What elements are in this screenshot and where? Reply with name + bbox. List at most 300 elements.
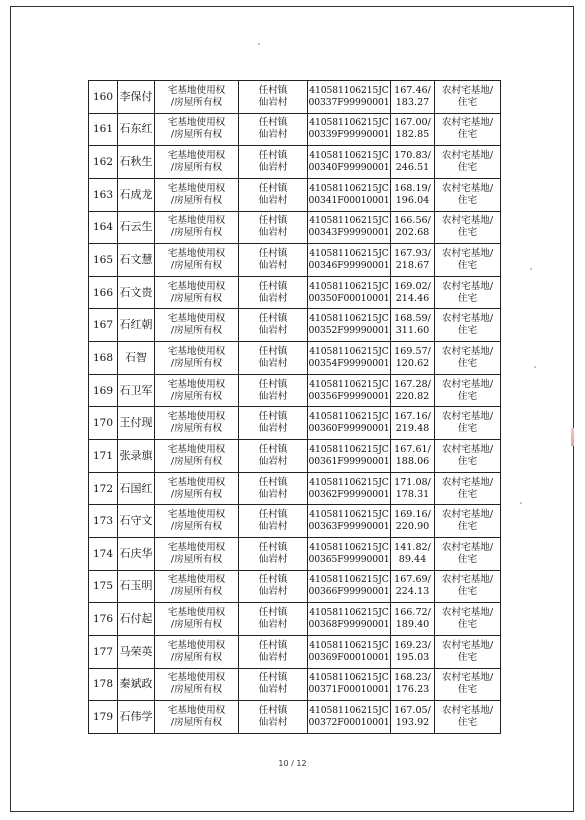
right-type-line: 宅基地使用权 bbox=[167, 150, 226, 162]
certificate-code-line: 00346F99990001 bbox=[308, 260, 390, 272]
location-line: 仙岩村 bbox=[258, 521, 288, 533]
row-number-cell: 173 bbox=[89, 505, 118, 538]
area-cell bbox=[391, 374, 435, 407]
area-line: 168.19/ bbox=[394, 182, 431, 194]
usage-line: 住宅 bbox=[457, 716, 478, 728]
table-row bbox=[89, 407, 501, 440]
location-cell bbox=[239, 309, 308, 342]
holder-name-cell: 石守文 bbox=[118, 505, 155, 538]
area-line: 202.68 bbox=[395, 227, 430, 239]
location-cell bbox=[239, 342, 308, 375]
location-line: 仙岩村 bbox=[258, 260, 288, 272]
area-line: 183.27 bbox=[395, 96, 430, 108]
certificate-code-cell bbox=[308, 309, 391, 342]
location-line: 仙岩村 bbox=[258, 488, 288, 500]
usage-line: 农村宅基地/ bbox=[441, 704, 494, 716]
location-line: 仙岩村 bbox=[258, 292, 288, 304]
right-type-line: 宅基地使用权 bbox=[167, 574, 226, 586]
certificate-code-line: 00356F99990001 bbox=[308, 390, 390, 402]
table-row bbox=[89, 668, 501, 701]
location-line: 任村镇 bbox=[258, 117, 288, 129]
certificate-code-cell bbox=[308, 178, 391, 211]
area-line: 195.03 bbox=[395, 651, 430, 663]
usage-cell bbox=[435, 146, 501, 179]
holder-name-cell: 秦斌政 bbox=[118, 668, 155, 701]
right-type-line: /房屋所有权 bbox=[170, 619, 223, 631]
area-line: 182.85 bbox=[395, 129, 430, 141]
certificate-code-cell bbox=[308, 472, 391, 505]
certificate-code-line: 00365F99990001 bbox=[308, 553, 390, 565]
area-line: 311.60 bbox=[395, 325, 430, 337]
right-type-cell bbox=[155, 81, 239, 114]
certificate-code-line: 410581106215JC bbox=[309, 672, 389, 684]
table-row bbox=[89, 635, 501, 668]
location-line: 任村镇 bbox=[258, 345, 288, 357]
usage-cell bbox=[435, 537, 501, 570]
certificate-code-cell bbox=[308, 146, 391, 179]
usage-cell bbox=[435, 276, 501, 309]
table-row bbox=[89, 472, 501, 505]
location-line: 仙岩村 bbox=[258, 390, 288, 402]
table-row bbox=[89, 146, 501, 179]
table-row bbox=[89, 505, 501, 538]
right-type-line: 宅基地使用权 bbox=[167, 443, 226, 455]
right-type-line: /房屋所有权 bbox=[170, 325, 223, 337]
right-type-line: /房屋所有权 bbox=[170, 260, 223, 272]
right-type-line: /房屋所有权 bbox=[170, 357, 223, 369]
right-type-line: /房屋所有权 bbox=[170, 553, 223, 565]
usage-line: 住宅 bbox=[457, 129, 478, 141]
location-line: 任村镇 bbox=[258, 607, 288, 619]
area-cell bbox=[391, 570, 435, 603]
right-type-cell bbox=[155, 178, 239, 211]
usage-cell bbox=[435, 113, 501, 146]
scan-speck bbox=[534, 366, 536, 368]
area-line: 169.02/ bbox=[394, 280, 431, 292]
area-cell bbox=[391, 668, 435, 701]
usage-line: 住宅 bbox=[457, 292, 478, 304]
right-type-line: /房屋所有权 bbox=[170, 227, 223, 239]
right-type-line: 宅基地使用权 bbox=[167, 639, 226, 651]
usage-line: 住宅 bbox=[457, 553, 478, 565]
area-line: 218.67 bbox=[395, 260, 430, 272]
certificate-code-line: 410581106215JC bbox=[309, 182, 389, 194]
area-cell bbox=[391, 440, 435, 473]
scan-speck bbox=[520, 502, 522, 504]
usage-cell bbox=[435, 342, 501, 375]
area-line: 169.16/ bbox=[394, 509, 431, 521]
area-cell bbox=[391, 537, 435, 570]
right-type-line: /房屋所有权 bbox=[170, 716, 223, 728]
area-line: 219.48 bbox=[395, 423, 430, 435]
right-type-line: 宅基地使用权 bbox=[167, 704, 226, 716]
area-line: 167.16/ bbox=[394, 411, 431, 423]
usage-line: 住宅 bbox=[457, 357, 478, 369]
right-type-line: 宅基地使用权 bbox=[167, 345, 226, 357]
location-line: 任村镇 bbox=[258, 443, 288, 455]
holder-name-cell: 李保付 bbox=[118, 81, 155, 114]
right-type-line: 宅基地使用权 bbox=[167, 248, 226, 260]
table-row bbox=[89, 178, 501, 211]
location-cell bbox=[239, 244, 308, 277]
location-cell bbox=[239, 603, 308, 636]
area-line: 171.08/ bbox=[394, 476, 431, 488]
certificate-code-line: 00354F99990001 bbox=[308, 357, 390, 369]
right-type-line: /房屋所有权 bbox=[170, 390, 223, 402]
area-line: 196.04 bbox=[395, 194, 430, 206]
certificate-code-line: 410581106215JC bbox=[309, 117, 389, 129]
area-line: 167.00/ bbox=[394, 117, 431, 129]
row-number-cell: 175 bbox=[89, 570, 118, 603]
right-type-line: 宅基地使用权 bbox=[167, 476, 226, 488]
area-line: 167.46/ bbox=[394, 84, 431, 96]
right-type-cell bbox=[155, 407, 239, 440]
holder-name-cell: 石成龙 bbox=[118, 178, 155, 211]
area-line: 167.61/ bbox=[394, 443, 431, 455]
certificate-code-cell bbox=[308, 570, 391, 603]
area-cell bbox=[391, 178, 435, 211]
location-cell bbox=[239, 146, 308, 179]
location-line: 任村镇 bbox=[258, 476, 288, 488]
usage-line: 住宅 bbox=[457, 586, 478, 598]
certificate-code-line: 410581106215JC bbox=[309, 378, 389, 390]
location-cell bbox=[239, 178, 308, 211]
right-type-cell bbox=[155, 668, 239, 701]
right-type-line: 宅基地使用权 bbox=[167, 215, 226, 227]
holder-name-cell: 石玉明 bbox=[118, 570, 155, 603]
row-number-cell: 165 bbox=[89, 244, 118, 277]
certificate-code-cell bbox=[308, 407, 391, 440]
certificate-code-line: 410581106215JC bbox=[309, 215, 389, 227]
usage-line: 农村宅基地/ bbox=[441, 117, 494, 129]
certificate-code-line: 00339F99990001 bbox=[308, 129, 390, 141]
certificate-code-line: 410581106215JC bbox=[309, 84, 389, 96]
area-cell bbox=[391, 505, 435, 538]
certificate-code-line: 00372F00010001 bbox=[308, 716, 390, 728]
usage-line: 住宅 bbox=[457, 260, 478, 272]
certificate-code-line: 410581106215JC bbox=[309, 411, 389, 423]
right-type-cell bbox=[155, 244, 239, 277]
row-number-cell: 179 bbox=[89, 701, 118, 734]
area-cell bbox=[391, 603, 435, 636]
row-number-cell: 166 bbox=[89, 276, 118, 309]
table-row bbox=[89, 81, 501, 114]
area-line: 176.23 bbox=[395, 684, 430, 696]
certificate-code-cell bbox=[308, 537, 391, 570]
location-line: 仙岩村 bbox=[258, 455, 288, 467]
certificate-code-line: 410581106215JC bbox=[309, 639, 389, 651]
usage-line: 农村宅基地/ bbox=[441, 215, 494, 227]
location-line: 任村镇 bbox=[258, 672, 288, 684]
certificate-code-cell bbox=[308, 374, 391, 407]
certificate-code-line: 00361F99990001 bbox=[308, 455, 390, 467]
certificate-code-line: 410581106215JC bbox=[309, 280, 389, 292]
usage-line: 住宅 bbox=[457, 455, 478, 467]
usage-line: 农村宅基地/ bbox=[441, 443, 494, 455]
usage-line: 住宅 bbox=[457, 96, 478, 108]
certificate-code-line: 00343F99990001 bbox=[308, 227, 390, 239]
usage-line: 农村宅基地/ bbox=[441, 313, 494, 325]
right-type-line: 宅基地使用权 bbox=[167, 378, 226, 390]
holder-name-cell: 马荣英 bbox=[118, 635, 155, 668]
right-type-cell bbox=[155, 701, 239, 734]
certificate-code-line: 410581106215JC bbox=[309, 541, 389, 553]
location-cell bbox=[239, 668, 308, 701]
row-number-cell: 172 bbox=[89, 472, 118, 505]
usage-line: 农村宅基地/ bbox=[441, 541, 494, 553]
area-line: 170.83/ bbox=[394, 150, 431, 162]
records-table bbox=[88, 80, 501, 734]
scan-speck bbox=[258, 43, 260, 45]
location-cell bbox=[239, 81, 308, 114]
certificate-code-line: 00341F00010001 bbox=[308, 194, 390, 206]
right-type-cell bbox=[155, 440, 239, 473]
holder-name-cell: 石红朝 bbox=[118, 309, 155, 342]
location-line: 仙岩村 bbox=[258, 651, 288, 663]
right-type-line: 宅基地使用权 bbox=[167, 411, 226, 423]
right-type-cell bbox=[155, 603, 239, 636]
records-body bbox=[89, 81, 501, 734]
location-line: 任村镇 bbox=[258, 280, 288, 292]
usage-cell bbox=[435, 603, 501, 636]
usage-line: 住宅 bbox=[457, 619, 478, 631]
row-number-cell: 162 bbox=[89, 146, 118, 179]
area-line: 189.40 bbox=[395, 619, 430, 631]
certificate-code-line: 410581106215JC bbox=[309, 248, 389, 260]
row-number-cell: 178 bbox=[89, 668, 118, 701]
usage-cell bbox=[435, 570, 501, 603]
area-cell bbox=[391, 81, 435, 114]
area-cell bbox=[391, 342, 435, 375]
location-line: 任村镇 bbox=[258, 541, 288, 553]
area-line: 167.93/ bbox=[394, 248, 431, 260]
right-type-cell bbox=[155, 113, 239, 146]
location-line: 任村镇 bbox=[258, 150, 288, 162]
right-type-line: /房屋所有权 bbox=[170, 684, 223, 696]
location-cell bbox=[239, 113, 308, 146]
right-type-cell bbox=[155, 342, 239, 375]
right-type-line: 宅基地使用权 bbox=[167, 607, 226, 619]
certificate-code-line: 00366F99990001 bbox=[308, 586, 390, 598]
table-row bbox=[89, 113, 501, 146]
certificate-code-cell bbox=[308, 211, 391, 244]
certificate-code-cell bbox=[308, 635, 391, 668]
holder-name-cell: 石付起 bbox=[118, 603, 155, 636]
area-line: 220.90 bbox=[395, 521, 430, 533]
right-type-cell bbox=[155, 146, 239, 179]
holder-name-cell: 石秋生 bbox=[118, 146, 155, 179]
certificate-code-cell bbox=[308, 81, 391, 114]
holder-name-cell: 石文慧 bbox=[118, 244, 155, 277]
holder-name-cell: 张录旗 bbox=[118, 440, 155, 473]
usage-line: 农村宅基地/ bbox=[441, 280, 494, 292]
location-line: 任村镇 bbox=[258, 574, 288, 586]
certificate-code-line: 410581106215JC bbox=[309, 313, 389, 325]
area-line: 214.46 bbox=[395, 292, 430, 304]
usage-cell bbox=[435, 668, 501, 701]
location-line: 任村镇 bbox=[258, 313, 288, 325]
certificate-code-line: 410581106215JC bbox=[309, 150, 389, 162]
usage-cell bbox=[435, 81, 501, 114]
usage-line: 住宅 bbox=[457, 521, 478, 533]
right-type-cell bbox=[155, 537, 239, 570]
certificate-code-line: 00337F99990001 bbox=[308, 96, 390, 108]
usage-line: 住宅 bbox=[457, 390, 478, 402]
usage-cell bbox=[435, 407, 501, 440]
right-type-line: /房屋所有权 bbox=[170, 96, 223, 108]
right-type-cell bbox=[155, 276, 239, 309]
certificate-code-line: 00340F99990001 bbox=[308, 162, 390, 174]
usage-line: 住宅 bbox=[457, 684, 478, 696]
right-type-line: 宅基地使用权 bbox=[167, 509, 226, 521]
table-row bbox=[89, 440, 501, 473]
certificate-code-line: 00368F99990001 bbox=[308, 619, 390, 631]
certificate-code-line: 410581106215JC bbox=[309, 509, 389, 521]
right-type-line: 宅基地使用权 bbox=[167, 313, 226, 325]
location-cell bbox=[239, 276, 308, 309]
table-row bbox=[89, 537, 501, 570]
area-line: 220.82 bbox=[395, 390, 430, 402]
usage-cell bbox=[435, 635, 501, 668]
location-cell bbox=[239, 407, 308, 440]
area-cell bbox=[391, 407, 435, 440]
location-line: 仙岩村 bbox=[258, 423, 288, 435]
right-type-line: 宅基地使用权 bbox=[167, 541, 226, 553]
right-type-cell bbox=[155, 374, 239, 407]
area-line: 224.13 bbox=[395, 586, 430, 598]
area-cell bbox=[391, 309, 435, 342]
usage-cell bbox=[435, 472, 501, 505]
certificate-code-line: 00360F99990001 bbox=[308, 423, 390, 435]
table-row bbox=[89, 374, 501, 407]
location-cell bbox=[239, 374, 308, 407]
usage-cell bbox=[435, 701, 501, 734]
certificate-code-cell bbox=[308, 113, 391, 146]
location-line: 仙岩村 bbox=[258, 619, 288, 631]
certificate-code-line: 410581106215JC bbox=[309, 704, 389, 716]
area-cell bbox=[391, 244, 435, 277]
location-line: 仙岩村 bbox=[258, 716, 288, 728]
location-line: 仙岩村 bbox=[258, 129, 288, 141]
area-line: 120.62 bbox=[395, 357, 430, 369]
usage-line: 农村宅基地/ bbox=[441, 574, 494, 586]
table-row bbox=[89, 244, 501, 277]
right-type-line: /房屋所有权 bbox=[170, 651, 223, 663]
certificate-code-line: 00352F99990001 bbox=[308, 325, 390, 337]
location-line: 任村镇 bbox=[258, 411, 288, 423]
usage-cell bbox=[435, 505, 501, 538]
area-line: 166.56/ bbox=[394, 215, 431, 227]
holder-name-cell: 石庆华 bbox=[118, 537, 155, 570]
usage-line: 农村宅基地/ bbox=[441, 345, 494, 357]
certificate-code-line: 00363F99990001 bbox=[308, 521, 390, 533]
holder-name-cell: 王付现 bbox=[118, 407, 155, 440]
location-cell bbox=[239, 701, 308, 734]
usage-line: 农村宅基地/ bbox=[441, 672, 494, 684]
location-line: 任村镇 bbox=[258, 248, 288, 260]
row-number-cell: 177 bbox=[89, 635, 118, 668]
location-cell bbox=[239, 472, 308, 505]
usage-cell bbox=[435, 178, 501, 211]
certificate-code-cell bbox=[308, 342, 391, 375]
usage-line: 农村宅基地/ bbox=[441, 84, 494, 96]
location-cell bbox=[239, 505, 308, 538]
area-line: 246.51 bbox=[395, 162, 430, 174]
row-number-cell: 176 bbox=[89, 603, 118, 636]
certificate-code-line: 410581106215JC bbox=[309, 574, 389, 586]
certificate-code-cell bbox=[308, 668, 391, 701]
holder-name-cell: 石东红 bbox=[118, 113, 155, 146]
location-line: 任村镇 bbox=[258, 182, 288, 194]
scan-speck bbox=[530, 268, 532, 270]
area-line: 166.72/ bbox=[394, 607, 431, 619]
right-type-cell bbox=[155, 309, 239, 342]
location-line: 任村镇 bbox=[258, 704, 288, 716]
location-line: 仙岩村 bbox=[258, 357, 288, 369]
usage-cell bbox=[435, 440, 501, 473]
usage-line: 住宅 bbox=[457, 227, 478, 239]
usage-line: 农村宅基地/ bbox=[441, 509, 494, 521]
location-line: 仙岩村 bbox=[258, 194, 288, 206]
area-line: 167.28/ bbox=[394, 378, 431, 390]
area-line: 168.59/ bbox=[394, 313, 431, 325]
right-type-line: /房屋所有权 bbox=[170, 455, 223, 467]
right-type-line: 宅基地使用权 bbox=[167, 84, 226, 96]
certificate-code-cell bbox=[308, 244, 391, 277]
certificate-code-line: 00350F00010001 bbox=[308, 292, 390, 304]
usage-cell bbox=[435, 244, 501, 277]
certificate-code-line: 00371F00010001 bbox=[308, 684, 390, 696]
usage-line: 农村宅基地/ bbox=[441, 248, 494, 260]
table-row bbox=[89, 276, 501, 309]
row-number-cell: 169 bbox=[89, 374, 118, 407]
row-number-cell: 170 bbox=[89, 407, 118, 440]
location-line: 任村镇 bbox=[258, 639, 288, 651]
usage-line: 住宅 bbox=[457, 194, 478, 206]
area-line: 169.57/ bbox=[394, 345, 431, 357]
area-cell bbox=[391, 113, 435, 146]
certificate-code-cell bbox=[308, 276, 391, 309]
certificate-code-cell bbox=[308, 440, 391, 473]
location-line: 仙岩村 bbox=[258, 586, 288, 598]
usage-cell bbox=[435, 211, 501, 244]
table-row bbox=[89, 211, 501, 244]
row-number-cell: 164 bbox=[89, 211, 118, 244]
location-line: 仙岩村 bbox=[258, 325, 288, 337]
location-line: 任村镇 bbox=[258, 378, 288, 390]
holder-name-cell: 石卫军 bbox=[118, 374, 155, 407]
usage-line: 农村宅基地/ bbox=[441, 378, 494, 390]
location-cell bbox=[239, 635, 308, 668]
location-line: 仙岩村 bbox=[258, 684, 288, 696]
location-line: 任村镇 bbox=[258, 509, 288, 521]
usage-cell bbox=[435, 309, 501, 342]
right-type-line: 宅基地使用权 bbox=[167, 182, 226, 194]
holder-name-cell: 石伟学 bbox=[118, 701, 155, 734]
location-cell bbox=[239, 570, 308, 603]
usage-line: 农村宅基地/ bbox=[441, 150, 494, 162]
area-cell bbox=[391, 635, 435, 668]
row-number-cell: 174 bbox=[89, 537, 118, 570]
right-type-line: /房屋所有权 bbox=[170, 521, 223, 533]
table-row bbox=[89, 309, 501, 342]
table-row bbox=[89, 701, 501, 734]
holder-name-cell: 石云生 bbox=[118, 211, 155, 244]
row-number-cell: 161 bbox=[89, 113, 118, 146]
usage-cell bbox=[435, 374, 501, 407]
right-type-line: /房屋所有权 bbox=[170, 488, 223, 500]
table-row bbox=[89, 603, 501, 636]
